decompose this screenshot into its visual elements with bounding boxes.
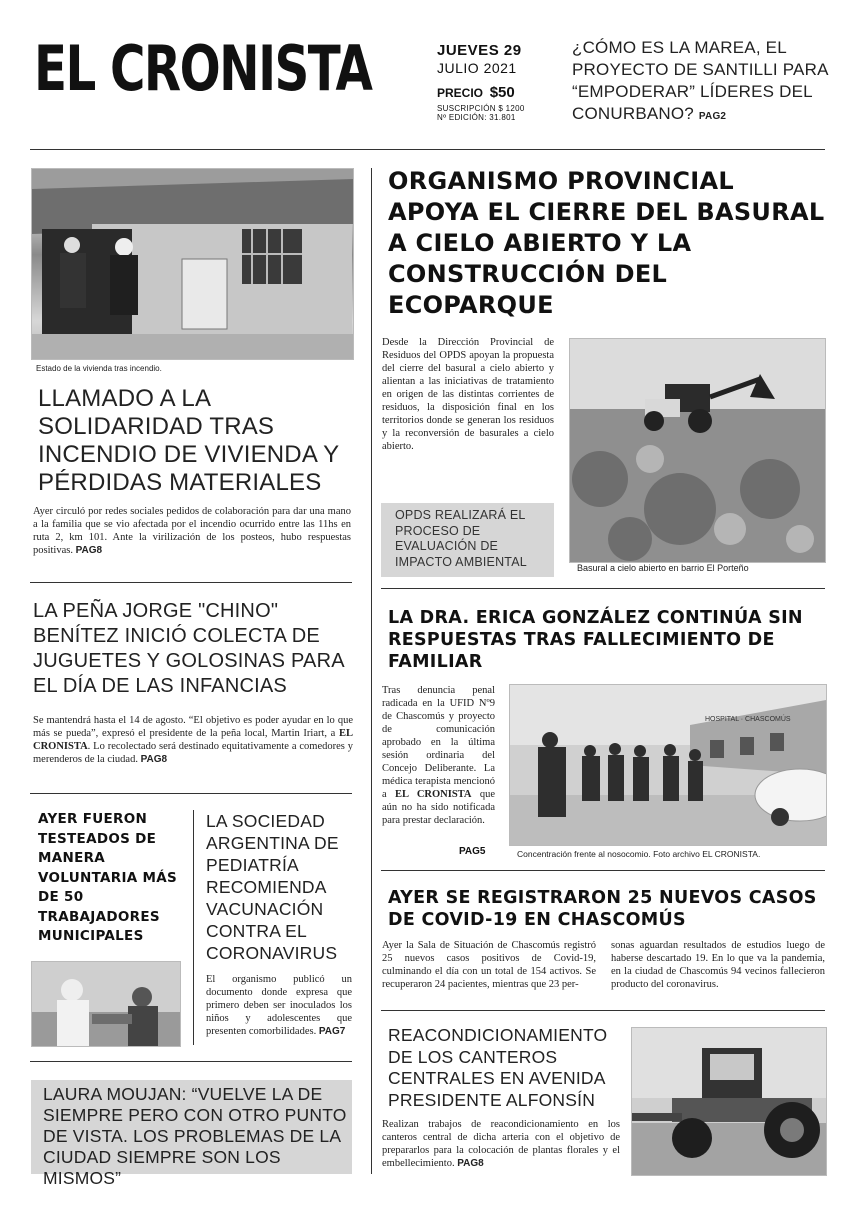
pena-headline[interactable]: LA PEÑA JORGE "CHINO" BENÍTEZ INICIÓ COLECTA DE JUGUETES Y GOLOSINAS PARA EL DÍA DE LAS INFANCIAS [33,600,344,697]
teaser-text: ¿CÓMO ES LA MAREA, EL PROYECTO DE SANTILLI PARA “EMPODERAR” LÍDERES DEL CONURBANO? [572,38,828,123]
canteros-headline[interactable]: REACONDICIONAMIENTO DE LOS CANTEROS CENTRALES EN AVENIDA PRESIDENTE ALFONSÍN [388,1025,608,1110]
price-label: PRECIO [437,86,484,100]
center-column-divider [371,168,372,1174]
landfill-photo [569,338,826,563]
right-divider-2 [381,870,825,871]
fire-page[interactable]: PAG8 [75,545,103,556]
landfill-photo-illustration [570,339,825,562]
pena-brand: EL CRONISTA [33,728,353,752]
fire-photo-caption: Estado de la vivienda tras incendio. [36,364,162,373]
issue-price [437,84,567,101]
testing-photo-illustration [32,962,180,1046]
grader-photo [631,1027,827,1176]
right-divider-1 [381,588,825,589]
covid-body-col2: sonas aguardan resultados de estudios luego de haberse descartado 19. En lo que va la pandemia, en la ciudad de Chascomús 94 vecinos fallecieron producto del coronavirus. [611,940,825,990]
hospital-photo-illustration [510,685,826,845]
fire-headline[interactable]: LLAMADO A LA SOLIDARIDAD TRAS INCENDIO DE VIVIENDA Y PÉRDIDAS MATERIALES [38,385,339,496]
left-vertical-divider [193,810,194,1045]
hospital-caption: Concentración frente al nosocomio. Foto archivo EL CRONISTA. [517,849,761,859]
right-divider-3 [381,1010,825,1011]
main-box-text: OPDS REALIZARÁ EL PROCESO DE EVALUACIÓN DE IMPACTO AMBIENTAL [395,508,527,569]
gonzalez-page[interactable]: PAG5 [459,846,486,857]
masthead-logo: EL CRONISTA [34,32,372,105]
masthead-divider [30,149,825,150]
sap-body: El organismo publicó un documento donde expresa que primero deben ser inoculados los niños y adolescentes que presenten comorbilidades. PAG7 [206,974,352,1037]
moujan-quote[interactable]: LAURA MOUJAN: “VUELVE LA DE SIEMPRE PERO CON OTRO PUNTO DE VISTA. LOS PROBLEMAS DE LA CIUDAD SIEMPRE SON LOS MISMOS” [43,1084,347,1188]
canteros-body: Realizan trabajos de reacondicionamiento en los canteros central de dicha arteria con el objetivo de prepararlos para la colocación de plantas florales y el embellecimiento. PAG8 [382,1119,620,1169]
sap-page[interactable]: PAG7 [318,1026,346,1037]
edition-number: Nº EDICIÓN: 31.801 [437,112,516,122]
left-divider-2 [30,793,352,794]
hospital-photo [509,684,827,846]
issue-day: JUEVES 29 [437,42,522,59]
fire-body: Ayer circuló por redes sociales pedidos de colaboración para dar una mano a la familia que se vio afectada por el incendio ocurrido entre las 11hs en ruta 2, km 101. Ante la virilización de los posteos, hubo respuestas positivas. PAG8 [33,506,351,556]
canteros-page[interactable]: PAG8 [457,1158,484,1169]
top-teaser[interactable] [572,37,832,128]
issue-month: JULIO 2021 [437,60,517,76]
teaser-page: PAG2 [698,111,727,122]
gonzalez-brand: EL CRONISTA [395,789,472,800]
pena-page[interactable]: PAG8 [140,754,168,765]
fire-photo-illustration [32,169,353,359]
main-body: Desde la Dirección Provincial de Residuos del OPDS apoyan la propuesta del cierre del basural a cielo abierto y alientan a las iniciativas de tratamiento en origen de las distintas corrientes de residuos, la disposición final en los territorios donde se generan los residuos y la reconversión de basurales a cielo abierto. [382,337,554,452]
gonzalez-body: Tras denuncia penal radicada en la UFID Nº9 de Chascomús y proyecto de comunicación aprobado en la última sesión ordinaria del Concejo Deliberante. La médica terapista mencionó a EL CRONISTA que aún no ha sido notificada para prestar declaración. [382,685,495,826]
main-headline[interactable]: ORGANISMO PROVINCIAL APOYA EL CIERRE DEL BASURAL A CIELO ABIERTO Y LA CONSTRUCCIÓN DEL ECOPARQUE [388,167,825,319]
tested-headline[interactable]: AYER FUERON TESTEADOS DE MANERA VOLUNTARIA MÁS DE 50 TRABAJADORES MUNICIPALES [38,811,178,944]
hospital-sign: HOSPITAL · CHASCOMÚS [705,716,791,723]
price-value: $50 [489,84,515,101]
covid-body-col1: Ayer la Sala de Situación de Chascomús registró 25 nuevos casos positivos de Covid-19, culminando el día con un total de 154 activos. Se recuperaron 24 pacientes, mientras que 23 per- [382,940,596,990]
testing-photo [31,961,181,1047]
covid-headline[interactable]: AYER SE REGISTRARON 25 NUEVOS CASOS DE COVID-19 EN CHASCOMÚS [388,888,817,930]
left-divider-1 [30,582,352,583]
sap-headline[interactable]: LA SOCIEDAD ARGENTINA DE PEDIATRÍA RECOMIENDA VACUNACIÓN CONTRA EL CORONAVIRUS [206,811,339,963]
landfill-caption: Basural a cielo abierto en barrio El Porteño [577,563,749,573]
subscription-price: SUSCRIPCIÓN $ 1200 [437,104,525,113]
grader-photo-illustration [632,1028,826,1175]
date-block [437,42,567,123]
left-divider-3 [30,1061,352,1062]
gonzalez-headline[interactable]: LA DRA. ERICA GONZÁLEZ CONTINÚA SIN RESPUESTAS TRAS FALLECIMIENTO DE FAMILIAR [388,608,803,672]
pena-body: Se mantendrá hasta el 14 de agosto. “El objetivo es poder ayudar en lo que más se pueda”, expresó el presidente de la peña local, Martin Iriart, a EL CRONISTA. Lo recolectado será destinado equitativamente a comedores y merenderos de la ciudad. PAG8 [33,715,353,765]
fire-photo [31,168,354,360]
